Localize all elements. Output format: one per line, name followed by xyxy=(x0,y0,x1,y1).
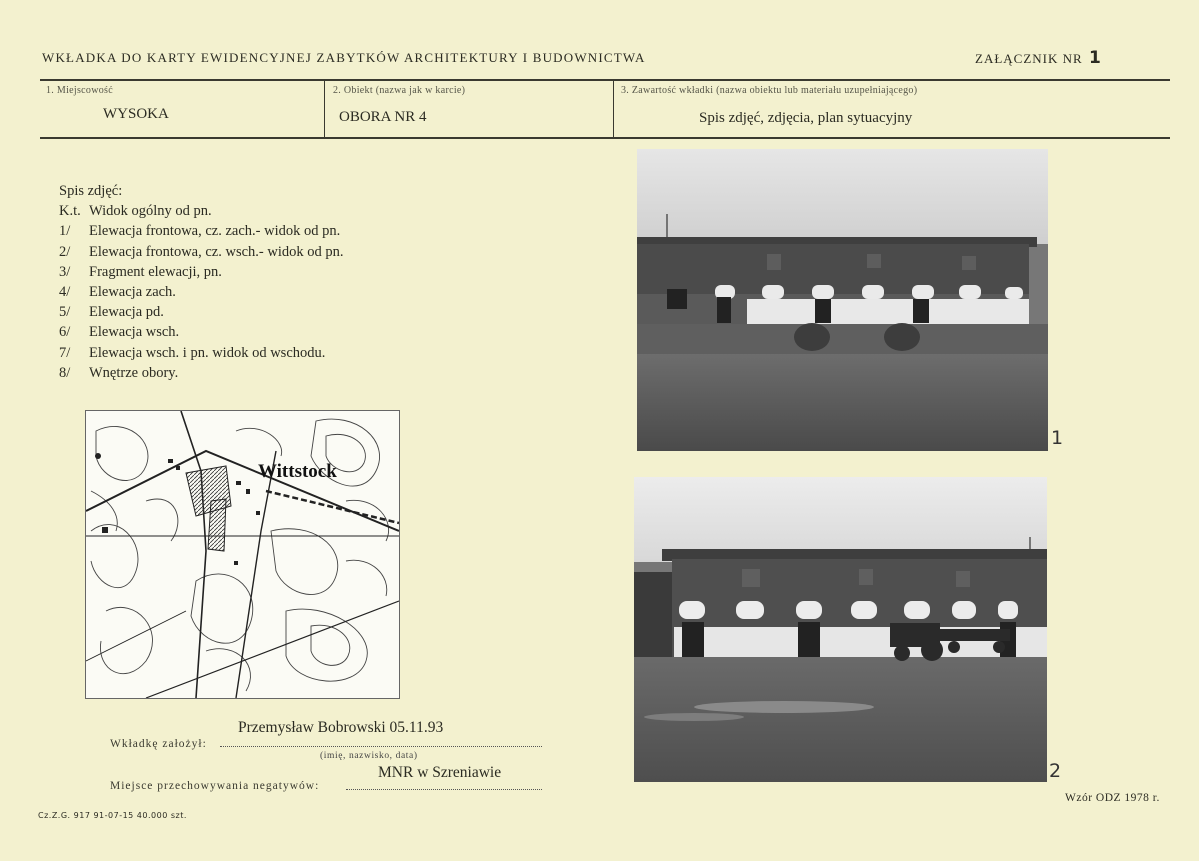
photo-list-item-text: Elewacja zach. xyxy=(89,284,176,301)
photo-list-item-text: Elewacja pd. xyxy=(89,304,164,321)
photo-1-number: 1 xyxy=(1051,427,1064,449)
founder-dotted-line xyxy=(220,746,542,747)
photo-list-item-number: 3/ xyxy=(59,263,71,280)
photo-1 xyxy=(637,149,1048,451)
photo-list-item-text: Elewacja frontowa, cz. wsch.- widok od pn. xyxy=(89,243,344,260)
photo-list-item xyxy=(59,282,343,302)
photo-list-item-number: 4/ xyxy=(59,284,71,301)
photo-2 xyxy=(634,477,1047,782)
photo-list-item-number: 8/ xyxy=(59,364,71,381)
photo-list-item-number: 5/ xyxy=(59,304,71,321)
location-map xyxy=(85,410,400,699)
photo-list-item-text: Elewacja frontowa, cz. zach.- widok od pn. xyxy=(89,223,341,240)
photo-2-number: 2 xyxy=(1049,760,1062,782)
founder-caption: (imię, nazwisko, data) xyxy=(320,751,418,761)
barn-photo-1-image xyxy=(637,149,1048,451)
object-label: 2. Obiekt (nazwa jak w karcie) xyxy=(333,85,466,96)
photo-list-item xyxy=(59,302,343,322)
photo-list-item-text: Elewacja wsch. i pn. widok od wschodu. xyxy=(89,344,326,361)
header-top-rule xyxy=(40,79,1170,81)
photo-list-item-number: K.t. xyxy=(59,203,81,220)
photo-list-item-text: Elewacja wsch. xyxy=(89,324,180,341)
photo-list-item xyxy=(59,363,343,383)
attachment-label-text: ZAŁĄCZNIK NR xyxy=(975,51,1083,66)
barn-photo-2-image xyxy=(634,477,1047,782)
photo-list-item-text: Wnętrze obory. xyxy=(89,364,179,381)
print-code: Cz.Z.G. 917 91-07-15 40.000 szt. xyxy=(38,811,187,820)
photo-list-items xyxy=(59,201,343,383)
content-label: 3. Zawartość wkładki (nazwa obiektu lub materiału uzupełniającego) xyxy=(621,85,918,96)
locality-label: 1. Miejscowość xyxy=(46,85,113,96)
photo-list-item-text: Fragment elewacji, pn. xyxy=(89,263,222,280)
attachment-label xyxy=(975,48,1102,68)
photo-list-item xyxy=(59,343,343,363)
photo-list-item xyxy=(59,201,343,221)
field-divider-1 xyxy=(324,80,325,138)
form-model: Wzór ODZ 1978 r. xyxy=(1065,792,1160,804)
topographic-map-drawing xyxy=(86,411,399,698)
photo-list-item-number: 7/ xyxy=(59,344,71,361)
negatives-dotted-line xyxy=(346,789,542,790)
negatives-label: Miejsce przechowywania negatywów: xyxy=(110,780,320,792)
attachment-number: 1 xyxy=(1088,48,1102,68)
photo-list-item xyxy=(59,221,343,241)
photo-list-item-number: 2/ xyxy=(59,243,71,260)
form-title: WKŁADKA DO KARTY EWIDENCYJNEJ ZABYTKÓW ARCHITEKTURY I BUDOWNICTWA xyxy=(42,50,646,65)
photo-list-item xyxy=(59,322,343,342)
photo-list-item-number: 6/ xyxy=(59,324,71,341)
photo-list-heading: Spis zdjęć: xyxy=(59,183,123,199)
photo-list-item-text: Widok ogólny od pn. xyxy=(89,203,212,220)
photo-list-item xyxy=(59,242,343,262)
photo-list-item-number: 1/ xyxy=(59,223,71,240)
field-divider-2 xyxy=(613,80,614,138)
content-value: Spis zdjęć, zdjęcia, plan sytuacyjny xyxy=(699,110,913,126)
founder-value: Przemysław Bobrowski 05.11.93 xyxy=(238,719,444,736)
photo-list-item xyxy=(59,262,343,282)
founder-label: Wkładkę założył: xyxy=(110,738,207,750)
photo-list xyxy=(59,181,343,383)
negatives-value: MNR w Szreniawie xyxy=(378,764,502,781)
map-place-name: Wittstock xyxy=(258,461,337,482)
header-bottom-rule xyxy=(40,137,1170,139)
locality-value: WYSOKA xyxy=(103,106,169,122)
object-value: OBORA NR 4 xyxy=(339,109,427,125)
